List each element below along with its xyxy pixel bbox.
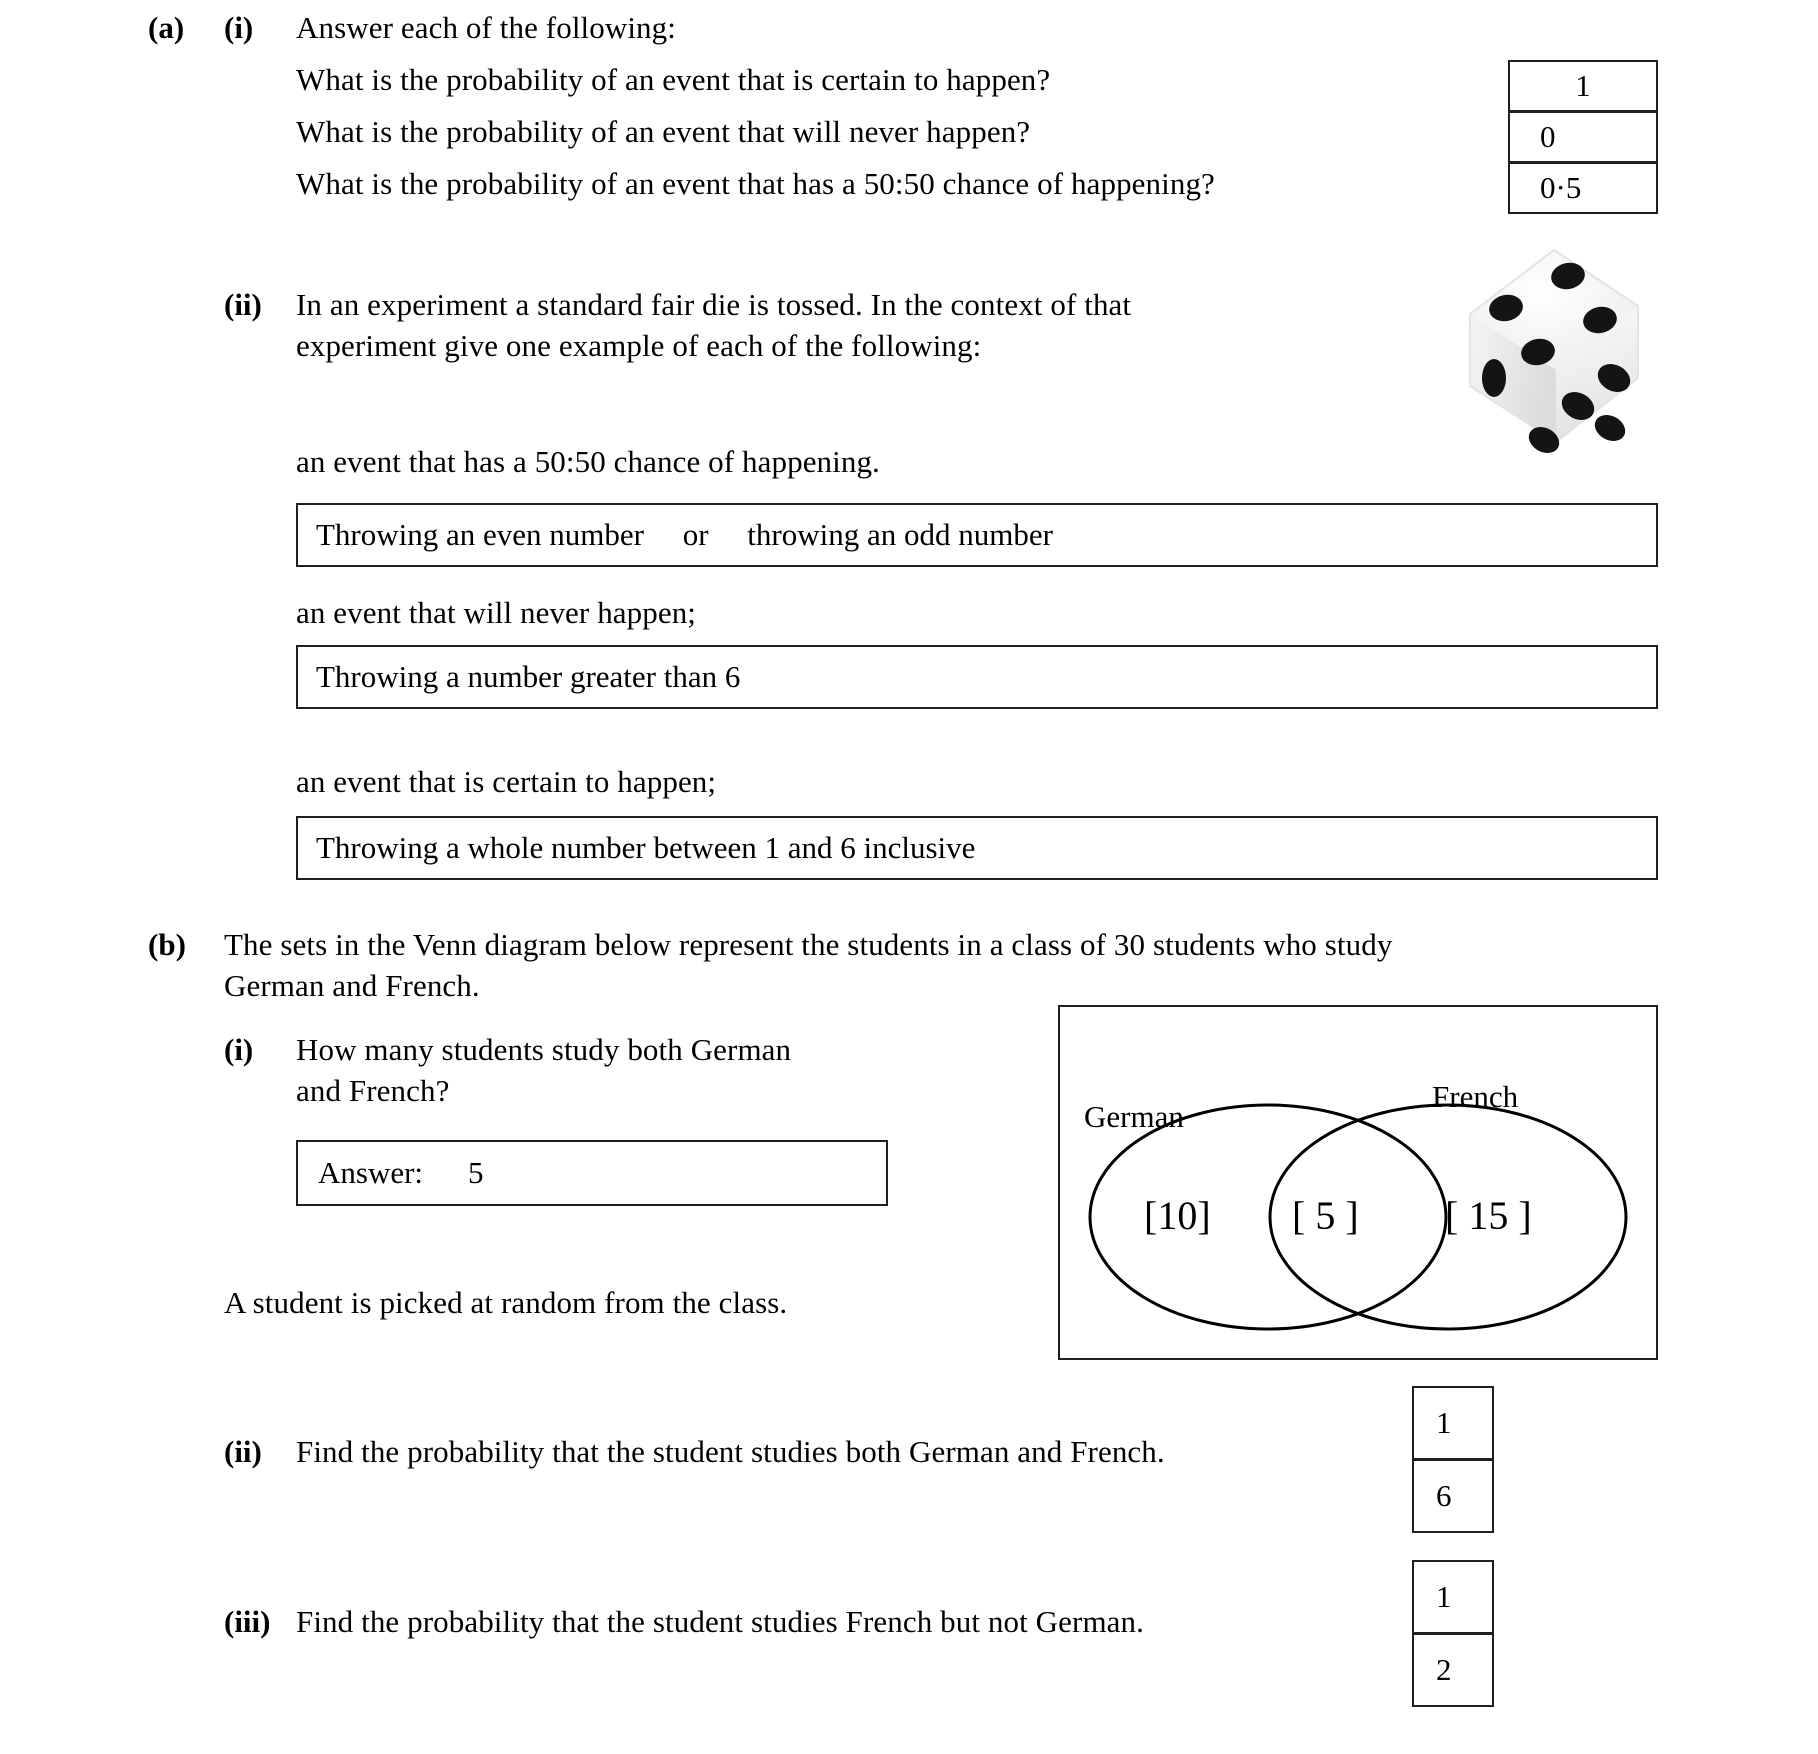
- prompt-a-ii-1: an event that has a 50:50 chance of happening.: [296, 444, 880, 479]
- venn-label-german: German: [1084, 1099, 1184, 1134]
- question-b-i-line2: and French?: [296, 1073, 450, 1108]
- subpart-label-b-i: (i): [224, 1032, 254, 1067]
- subpart-label-b-iii: (iii): [224, 1604, 271, 1639]
- answer-box-b-i[interactable]: [296, 1140, 888, 1206]
- question-a-i-2: What is the probability of an event that will never happen?: [296, 114, 1031, 149]
- answer-box-a-i-3[interactable]: 0·5: [1508, 162, 1658, 214]
- answer-box-a-i-2[interactable]: 0: [1508, 111, 1658, 163]
- answer-box-b-i-value: 5: [468, 1155, 484, 1190]
- part-label-b: (b): [148, 927, 186, 962]
- question-b-stem-line1: The sets in the Venn diagram below represent the students in a class of 30 students who study: [224, 927, 1393, 962]
- question-b-i-line1: How many students study both German: [296, 1032, 792, 1067]
- venn-ellipses: [1060, 1007, 1656, 1358]
- answer-box-a-ii-2[interactable]: [296, 645, 1658, 709]
- prompt-a-ii-3: an event that is certain to happen;: [296, 764, 717, 799]
- die-image: [1432, 228, 1672, 458]
- answer-box-b-ii-denominator[interactable]: 6: [1412, 1459, 1494, 1533]
- answer-box-a-ii-3[interactable]: [296, 816, 1658, 880]
- answer-box-a-ii-1[interactable]: [296, 503, 1658, 567]
- answer-box-a-ii-3-text: Throwing a whole number between 1 and 6 inclusive: [316, 830, 976, 865]
- question-a-ii-stem-line2: experiment give one example of each of the following:: [296, 328, 982, 363]
- question-a-i-stem: Answer each of the following:: [296, 10, 676, 45]
- venn-value-french-only: [ 15 ]: [1445, 1193, 1532, 1238]
- venn-value-german-only: [10]: [1144, 1193, 1211, 1238]
- venn-diagram: [1058, 1005, 1658, 1360]
- part-label-a: (a): [148, 10, 185, 45]
- subpart-label-a-ii: (ii): [224, 287, 262, 322]
- subpart-label-a-i: (i): [224, 10, 254, 45]
- prompt-a-ii-2: an event that will never happen;: [296, 595, 697, 630]
- answer-box-b-iii-numerator[interactable]: 1: [1412, 1560, 1494, 1634]
- question-a-i-1: What is the probability of an event that is certain to happen?: [296, 62, 1051, 97]
- question-a-i-3: What is the probability of an event that has a 50:50 chance of happening?: [296, 166, 1215, 201]
- question-b-stem-line2: German and French.: [224, 968, 480, 1003]
- note-random-pick: A student is picked at random from the class.: [224, 1285, 788, 1320]
- venn-value-intersection: [ 5 ]: [1292, 1193, 1359, 1238]
- question-b-iii-text: Find the probability that the student studies French but not German.: [296, 1604, 1144, 1639]
- question-a-ii-stem-line1: In an experiment a standard fair die is tossed. In the context of that: [296, 287, 1132, 322]
- subpart-label-b-ii: (ii): [224, 1434, 262, 1469]
- answer-box-a-ii-1-text: Throwing an even number or throwing an odd number: [316, 517, 1053, 552]
- venn-label-french: French: [1432, 1079, 1519, 1114]
- question-b-ii-text: Find the probability that the student studies both German and French.: [296, 1434, 1165, 1469]
- answer-box-a-ii-2-text: Throwing a number greater than 6: [316, 659, 741, 694]
- answer-box-b-i-prefix: Answer:: [318, 1155, 424, 1190]
- answer-box-b-ii-numerator[interactable]: 1: [1412, 1386, 1494, 1460]
- answer-box-a-i-1[interactable]: 1: [1508, 60, 1658, 112]
- answer-box-b-iii-denominator[interactable]: 2: [1412, 1633, 1494, 1707]
